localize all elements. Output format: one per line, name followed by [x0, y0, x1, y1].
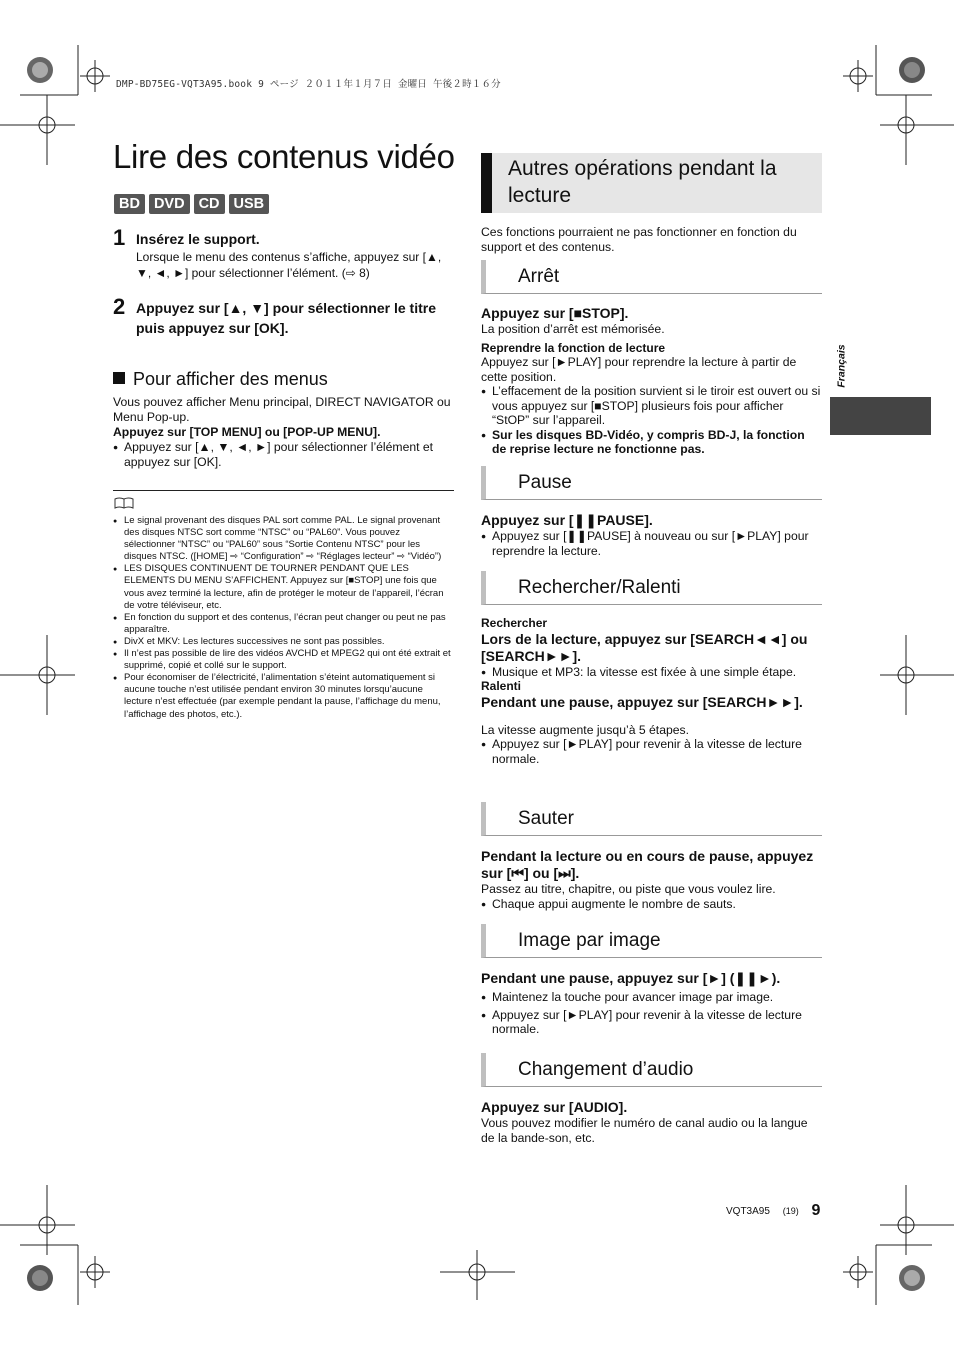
arret-sub-heading: Reprendre la fonction de lecture — [481, 340, 666, 355]
intro-text: Ces fonctions pourraient ne pas fonctionner en fonction du support et des contenus. — [481, 225, 797, 254]
page-title: Lire des contenus vidéo — [113, 138, 455, 175]
pause-instruction: Appuyez sur [❚❚PAUSE]. — [481, 512, 653, 528]
section-audio — [481, 1099, 821, 1145]
section-heading-arret: Arrêt — [481, 260, 822, 294]
section-skip — [481, 848, 821, 911]
arret-instruction: Appuyez sur [■STOP]. — [481, 305, 629, 321]
section-pause — [481, 512, 821, 558]
badge-cd: CD — [194, 194, 225, 214]
page-number: 9 — [811, 1202, 821, 1219]
divider — [113, 490, 454, 491]
pause-bullet: ● Appuyez sur [❚❚PAUSE] à nouveau ou sur [►PLAY] pour reprendre la lecture. — [481, 529, 821, 558]
slow-instruction: Pendant une pause, appuyez sur [SEARCH►►]. — [481, 693, 803, 710]
section-arret — [481, 305, 821, 457]
audio-text: Vous pouvez modifier le numéro de canal audio ou la langue de la bande-son, etc. — [481, 1116, 808, 1145]
note-item: ● Le signal provenant des disques PAL sort comme PAL. Le signal provenant des disques NTSC sort comme “NTSC” ou “PAL60”. Vous pouvez sélectionner “NTSC” ou “PAL60” sous “Sortie Contenu NTSC” pour les disques NTSC. ([HOME] ⇨ “Configuration” ⇨ “Réglages lecteur” ⇨ “Vidéo”) — [113, 515, 453, 563]
side-language-text: Français — [835, 344, 848, 388]
print-header: DMP-BD75EG-VQT3A95.book 9 ページ ２０１１年１月７日 金曜日 午後２時１６分 — [116, 79, 501, 90]
slow-sub-heading: Ralenti — [481, 679, 522, 693]
note-item: ● Pour économiser de l’électricité, l’alimentation s’éteint automatiquement si aucune touche n’est utilisée pendant environ 30 minutes lorsqu’aucune lecture n’est effectuée (par exemple pendant la pause, l’affichage du menu, l’affichage des photos, etc.). — [113, 672, 453, 720]
slow-bullet: ● Appuyez sur [►PLAY] pour revenir à la vitesse de lecture normale. — [481, 737, 821, 766]
menus-bullet: ● Appuyez sur [▲, ▼, ◄, ►] pour sélectionner l’élément et appuyez sur [OK]. — [113, 440, 456, 470]
media-badges — [114, 194, 269, 214]
audio-instruction: Appuyez sur [AUDIO]. — [481, 1099, 628, 1115]
menus-heading — [113, 369, 328, 390]
menus-heading-text: Pour afficher des menus — [133, 369, 328, 389]
badge-bd: BD — [114, 194, 145, 214]
footer-sub: (19) — [782, 1206, 799, 1216]
skip-instruction: Pendant la lecture ou en cours de pause, appuyez sur [⏮] ou [⏭]. — [481, 848, 814, 881]
main-section-heading: Autres opérations pendant la lecture — [481, 153, 822, 213]
step-2 — [113, 294, 458, 338]
footer-code: VQT3A95 — [726, 1206, 770, 1217]
search-bullet: ● Musique et MP3: la vitesse est fixée à une simple étape. — [481, 665, 821, 680]
step-1 — [113, 225, 458, 281]
notes-list — [113, 515, 453, 721]
skip-bullet: ● Chaque appui augmente le nombre de sauts. — [481, 897, 821, 912]
slow-text: La vitesse augmente jusqu’à 5 étapes. — [481, 722, 690, 737]
section-heading-pause: Pause — [481, 466, 822, 500]
frame-bullet: ● Maintenez la touche pour avancer image par image. — [481, 990, 821, 1005]
frame-instruction: Pendant une pause, appuyez sur [►] (❚❚►). — [481, 970, 781, 986]
menus-section — [113, 395, 456, 470]
section-heading-audio: Changement d’audio — [481, 1053, 822, 1087]
step-number: 1 — [113, 225, 126, 250]
square-bullet-icon — [113, 372, 125, 384]
step-text: Lorsque le menu des contenus s’affiche, appuyez sur [▲, ▼, ◄, ►] pour sélectionner l’élément. (⇨ 8) — [136, 250, 442, 280]
skip-text: Passez au titre, chapitre, ou piste que vous voulez lire. — [481, 882, 776, 896]
page-footer — [726, 1202, 820, 1220]
badge-usb: USB — [229, 194, 270, 214]
note-item: ● Il n’est pas possible de lire des vidéos AVCHD et MPEG2 qui ont été extrait et supprimé, copié et collé sur le support. — [113, 648, 453, 672]
search-instruction: Lors de la lecture, appuyez sur [SEARCH◄◄] ou [SEARCH►►]. — [481, 630, 808, 664]
arret-sub-text: Appuyez sur [►PLAY] pour reprendre la lecture à partir de cette position. — [481, 355, 797, 384]
section-heading-search: Rechercher/Ralenti — [481, 571, 822, 605]
note-item: ● En fonction du support et des contenus, l’écran peut changer ou peut ne pas apparaître. — [113, 612, 453, 636]
note-item: ● LES DISQUES CONTINUENT DE TOURNER PENDANT QUE LES ELEMENTS DU MENU S’AFFICHENT. Appuyez sur [■STOP] une fois que vous avez terminé la lecture, afin de protéger le moteur de l’appareil, l’écran de votre téléviseur, etc. — [113, 563, 453, 611]
badge-dvd: DVD — [149, 194, 190, 214]
side-language-label — [832, 340, 848, 395]
side-tab-marker — [830, 397, 931, 435]
menus-instruction: Appuyez sur [TOP MENU] ou [POP-UP MENU]. — [113, 425, 381, 439]
arret-text: La position d’arrêt est mémorisée. — [481, 322, 665, 336]
section-frame — [481, 970, 821, 1037]
step-number: 2 — [113, 294, 126, 319]
step-title: Appuyez sur [▲, ▼] pour sélectionner le titre puis appuyez sur [OK]. — [136, 300, 436, 336]
menus-text: Vous pouvez afficher Menu principal, DIRECT NAVIGATOR ou Menu Pop-up. — [113, 395, 451, 424]
arret-bullet: ● Sur les disques BD-Vidéo, y compris BD-J, la fonction de reprise lecture ne fonctionne pas. — [481, 428, 821, 457]
section-heading-skip: Sauter — [481, 802, 822, 836]
step-title: Insérez le support. — [136, 231, 260, 247]
section-heading-frame: Image par image — [481, 924, 822, 958]
search-sub-heading: Rechercher — [481, 616, 548, 630]
book-icon — [114, 497, 134, 509]
section-search — [481, 616, 821, 766]
note-item: ● DivX et MKV: Les lectures successives ne sont pas possibles. — [113, 636, 453, 648]
frame-bullet: ● Appuyez sur [►PLAY] pour revenir à la vitesse de lecture normale. — [481, 1008, 821, 1037]
arret-bullet: ● L’effacement de la position survient si le tiroir est ouvert ou si vous appuyez sur [■STOP] plusieurs fois pour afficher “StOP” sur l’appareil. — [481, 384, 821, 428]
